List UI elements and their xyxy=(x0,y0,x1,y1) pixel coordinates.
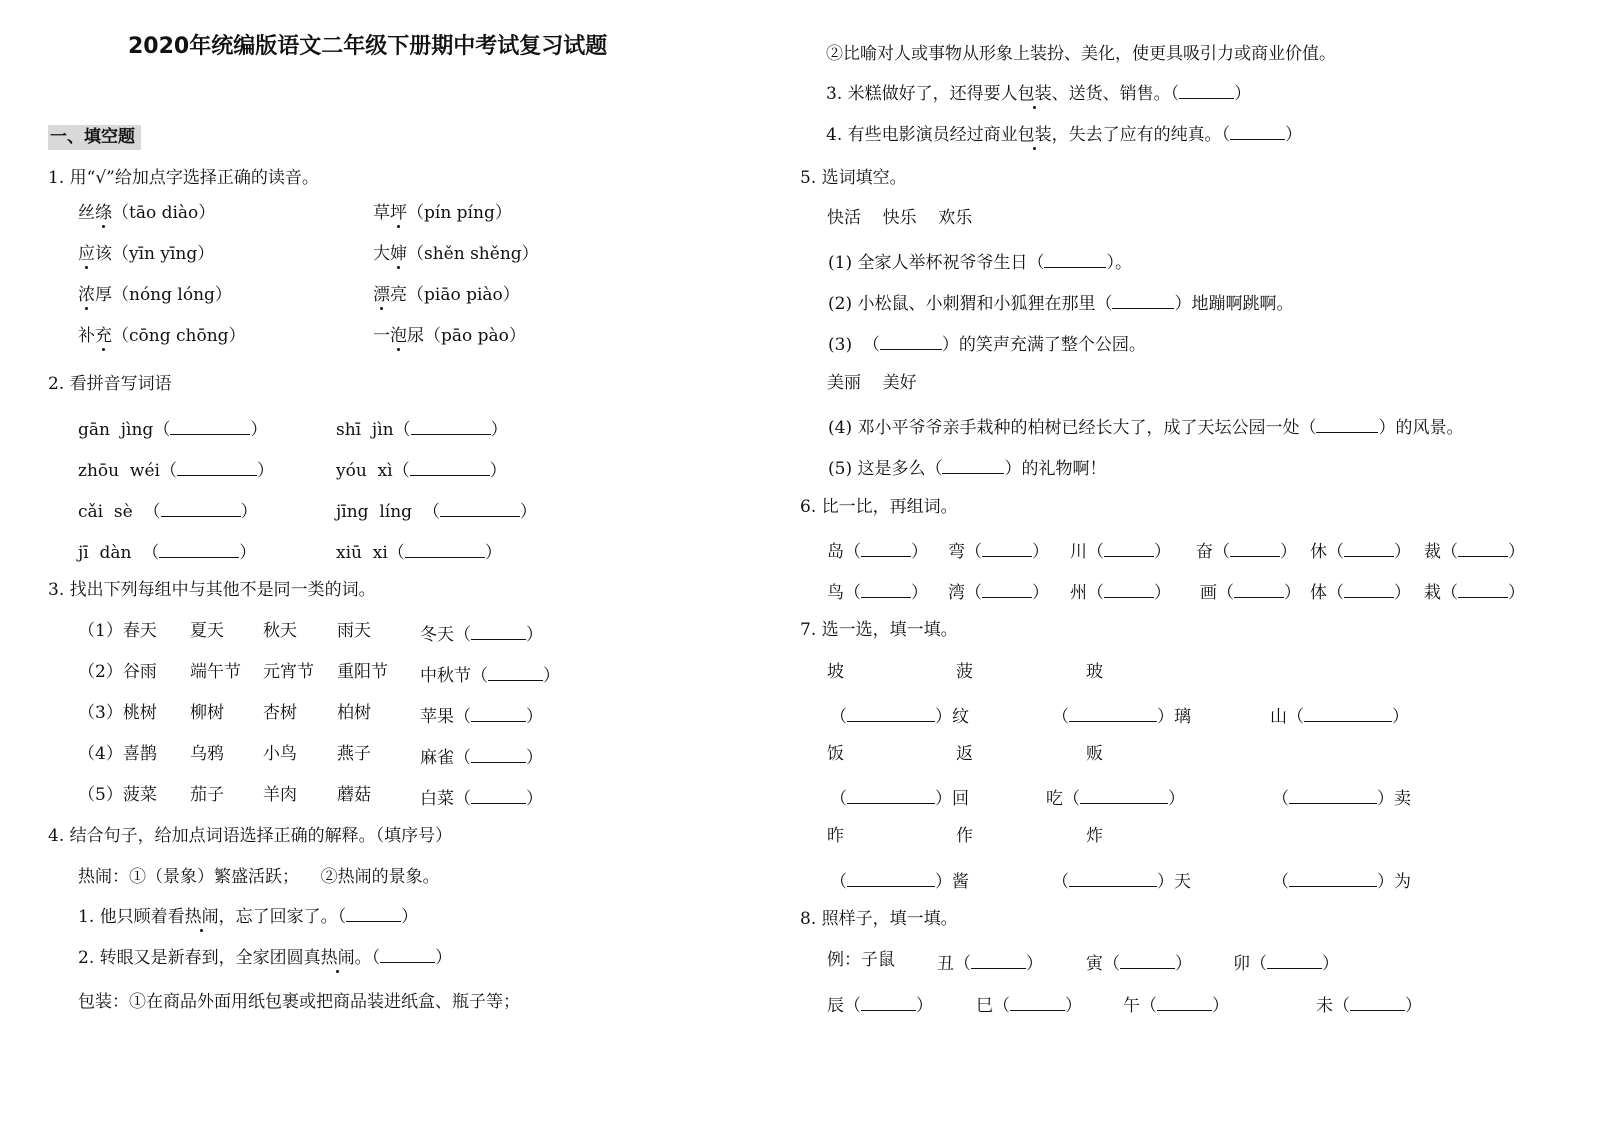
q1-item-5: 浓厚（nóng lóng） xyxy=(78,285,232,305)
q3-word: （1）春天 xyxy=(78,621,157,641)
answer-blank[interactable] xyxy=(1234,581,1284,598)
q3-word: 夏天 xyxy=(190,621,224,641)
q3-word: 乌鸦 xyxy=(190,744,224,764)
q3-word: （2）谷雨 xyxy=(78,662,157,682)
q6-item: 湾（ ） xyxy=(948,581,1049,602)
answer-blank[interactable] xyxy=(1458,581,1508,598)
q1-item-3: 应该（yīn yīng） xyxy=(78,244,215,264)
answer-blank[interactable] xyxy=(471,746,526,763)
q3-word: 雨天 xyxy=(337,621,371,641)
q6-item: 鸟（ ） xyxy=(827,581,928,602)
q6-item: 休（ ） xyxy=(1310,540,1411,561)
q5-sentence-1: (1) 全家人举杯祝爷爷生日（ ）。 xyxy=(828,251,1132,272)
q6-item: 裁（ ） xyxy=(1424,540,1525,561)
answer-blank[interactable] xyxy=(847,870,935,887)
answer-blank[interactable] xyxy=(177,459,257,476)
answer-blank[interactable] xyxy=(1304,705,1392,722)
answer-blank[interactable] xyxy=(1230,540,1280,557)
q7-heading: 7. 选一选，填一填。 xyxy=(800,620,958,640)
q7-char: 贩 xyxy=(1086,744,1103,764)
q7-char: 炸 xyxy=(1086,826,1103,846)
answer-blank[interactable] xyxy=(1080,787,1168,804)
q6-heading: 6. 比一比，再组词。 xyxy=(800,497,958,517)
q4-heading: 4. 结合句子，给加点词语选择正确的解释。（填序号） xyxy=(48,826,453,846)
answer-blank[interactable] xyxy=(159,541,239,558)
answer-blank[interactable] xyxy=(440,500,520,517)
answer-blank[interactable] xyxy=(1344,581,1394,598)
q6-item: 体（ ） xyxy=(1310,581,1411,602)
q7-char: 饭 xyxy=(827,744,844,764)
q5-sentence-3: (3) （ ）的笑声充满了整个公园。 xyxy=(828,333,1146,354)
answer-blank[interactable] xyxy=(847,787,935,804)
q8-item: 辰（ ） xyxy=(827,994,933,1015)
answer-blank[interactable] xyxy=(861,994,916,1011)
answer-blank[interactable] xyxy=(346,905,401,922)
q8-item: 午（ ） xyxy=(1123,994,1229,1015)
answer-blank[interactable] xyxy=(1044,251,1106,268)
answer-blank[interactable] xyxy=(942,457,1004,474)
q3-heading: 3. 找出下列每组中与其他不是同一类的词。 xyxy=(48,580,376,600)
q1-heading: 1. 用“√”给加点字选择正确的读音。 xyxy=(48,168,319,188)
answer-blank[interactable] xyxy=(1010,994,1065,1011)
q3-answer: 冬天（ ） xyxy=(420,623,543,644)
q3-word: 柏树 xyxy=(337,703,371,723)
q2-item-3: zhōu wéi（ ） xyxy=(78,459,274,480)
q6-item: 画（ ） xyxy=(1200,581,1301,602)
q7-char: 昨 xyxy=(827,826,844,846)
q6-item: 栽（ ） xyxy=(1424,581,1525,602)
answer-blank[interactable] xyxy=(1112,292,1174,309)
q7-char: 返 xyxy=(956,744,973,764)
q3-word: 羊肉 xyxy=(263,785,297,805)
answer-blank[interactable] xyxy=(410,459,490,476)
q2-item-5: cǎi sè （ ） xyxy=(78,500,258,521)
q3-word: 茄子 xyxy=(190,785,224,805)
q2-item-2: shī jìn（ ） xyxy=(336,418,508,439)
answer-blank[interactable] xyxy=(861,540,911,557)
q4-definition-2-cont: ②比喻对人或事物从形象上装扮、美化，使更具吸引力或商业价值。 xyxy=(826,44,1336,64)
q6-item: 川（ ） xyxy=(1070,540,1171,561)
q3-word: 蘑菇 xyxy=(337,785,371,805)
q3-word: 秋天 xyxy=(263,621,297,641)
q5-heading: 5. 选词填空。 xyxy=(800,168,907,188)
q3-word: （5）菠菜 xyxy=(78,785,157,805)
answer-blank[interactable] xyxy=(971,952,1026,969)
q2-heading: 2. 看拼音写词语 xyxy=(48,374,172,394)
q7-item: （ ）酱 xyxy=(830,870,969,891)
q4-definition-2: 包装：①在商品外面用纸包裹或把商品装进纸盒、瓶子等； xyxy=(78,992,520,1012)
q7-item: （ ）为 xyxy=(1272,870,1411,891)
answer-blank[interactable] xyxy=(1350,994,1405,1011)
answer-blank[interactable] xyxy=(1344,540,1394,557)
q7-char: 菠 xyxy=(956,662,973,682)
q5-sentence-2: (2) 小松鼠、小刺猬和小狐狸在那里（ ）地蹦啊跳啊。 xyxy=(828,292,1293,313)
q3-word: 燕子 xyxy=(337,744,371,764)
answer-blank[interactable] xyxy=(471,787,526,804)
answer-blank[interactable] xyxy=(1179,82,1234,99)
q4-sentence-3: 3. 米糕做好了，还得要人包装、送货、销售。（ ） xyxy=(826,82,1251,103)
answer-blank[interactable] xyxy=(1458,540,1508,557)
q7-item: （ ）卖 xyxy=(1272,787,1411,808)
q4-definition-1: 热闹：①（景象）繁盛活跃； ②热闹的景象。 xyxy=(78,867,440,887)
answer-blank[interactable] xyxy=(1267,952,1322,969)
q3-answer: 麻雀（ ） xyxy=(420,746,543,767)
q3-word: 端午节 xyxy=(190,662,241,682)
q3-word: 柳树 xyxy=(190,703,224,723)
q4-sentence-2: 2. 转眼又是新春到，全家团圆真热闹。（ ） xyxy=(78,946,452,967)
q7-item: 吃（ ） xyxy=(1046,787,1185,808)
q2-item-7: jī dàn （ ） xyxy=(78,541,256,562)
answer-blank[interactable] xyxy=(471,623,526,640)
q7-item: （ ）璃 xyxy=(1052,705,1191,726)
q6-item: 弯（ ） xyxy=(948,540,1049,561)
answer-blank[interactable] xyxy=(1120,952,1175,969)
q2-item-6: jīng líng （ ） xyxy=(336,500,537,521)
answer-blank[interactable] xyxy=(1316,416,1378,433)
q2-item-8: xiū xi（ ） xyxy=(336,541,502,562)
q7-item: （ ）天 xyxy=(1052,870,1191,891)
section-heading: 一、填空题 xyxy=(48,125,141,150)
answer-blank[interactable] xyxy=(1069,870,1157,887)
q3-word: 重阳节 xyxy=(337,662,388,682)
q4-sentence-1: 1. 他只顾着看热闹，忘了回家了。（ ） xyxy=(78,905,418,926)
answer-blank[interactable] xyxy=(861,581,911,598)
answer-blank[interactable] xyxy=(405,541,485,558)
page-title: 2020年统编版语文二年级下册期中考试复习试题 xyxy=(128,34,608,59)
answer-blank[interactable] xyxy=(1104,581,1154,598)
answer-blank[interactable] xyxy=(880,333,942,350)
q7-char: 玻 xyxy=(1086,662,1103,682)
q8-example: 例：子鼠 xyxy=(827,950,895,970)
answer-blank[interactable] xyxy=(380,946,435,963)
q7-item: （ ）纹 xyxy=(830,705,969,726)
q7-item: （ ）回 xyxy=(830,787,969,808)
q5-word-choices-1: 快活 快乐 欢乐 xyxy=(827,208,973,228)
q8-item: 丑（ ） xyxy=(937,952,1043,973)
q5-sentence-5: (5) 这是多么（ ）的礼物啊！ xyxy=(828,457,1106,478)
q2-item-4: yóu xì（ ） xyxy=(336,459,507,480)
answer-blank[interactable] xyxy=(1069,705,1157,722)
q1-item-8: 一泡尿（pāo pào） xyxy=(373,326,526,346)
q6-item: 州（ ） xyxy=(1070,581,1171,602)
q8-item: 巳（ ） xyxy=(976,994,1082,1015)
answer-blank[interactable] xyxy=(170,418,250,435)
q7-item: 山（ ） xyxy=(1270,705,1409,726)
q7-char: 作 xyxy=(956,826,973,846)
answer-blank[interactable] xyxy=(847,705,935,722)
q1-item-6: 漂亮（piāo piào） xyxy=(373,285,520,305)
q3-word: （4）喜鹊 xyxy=(78,744,157,764)
answer-blank[interactable] xyxy=(982,540,1032,557)
answer-blank[interactable] xyxy=(1289,787,1377,804)
q3-answer: 中秋节（ ） xyxy=(420,664,560,685)
q3-word: 元宵节 xyxy=(263,662,314,682)
answer-blank[interactable] xyxy=(1230,123,1285,140)
q8-heading: 8. 照样子，填一填。 xyxy=(800,909,958,929)
q4-sentence-4: 4. 有些电影演员经过商业包装，失去了应有的纯真。（ ） xyxy=(826,123,1302,144)
q6-item: 岛（ ） xyxy=(827,540,928,561)
q1-item-2: 草坪（pín píng） xyxy=(373,203,512,223)
q8-item: 卯（ ） xyxy=(1233,952,1339,973)
q3-word: 小鸟 xyxy=(263,744,297,764)
answer-blank[interactable] xyxy=(471,705,526,722)
q1-item-4: 大婶（shěn shěng） xyxy=(373,244,539,264)
q1-item-1: 丝绦（tāo diào） xyxy=(78,203,216,223)
q1-item-7: 补充（cōng chōng） xyxy=(78,326,246,346)
answer-blank[interactable] xyxy=(411,418,491,435)
q5-word-choices-2: 美丽 美好 xyxy=(827,373,917,393)
answer-blank[interactable] xyxy=(1157,994,1212,1011)
answer-blank[interactable] xyxy=(982,581,1032,598)
q5-sentence-4: (4) 邓小平爷爷亲手栽种的柏树已经长大了，成了天坛公园一处（ ）的风景。 xyxy=(828,416,1463,437)
q7-char: 坡 xyxy=(827,662,844,682)
answer-blank[interactable] xyxy=(488,664,543,681)
q3-word: （3）桃树 xyxy=(78,703,157,723)
q2-item-1: gān jìng（ ） xyxy=(78,418,267,439)
q3-word: 杏树 xyxy=(263,703,297,723)
q3-answer: 白菜（ ） xyxy=(420,787,543,808)
q8-item: 未（ ） xyxy=(1316,994,1422,1015)
q3-answer: 苹果（ ） xyxy=(420,705,543,726)
answer-blank[interactable] xyxy=(1104,540,1154,557)
answer-blank[interactable] xyxy=(161,500,241,517)
answer-blank[interactable] xyxy=(1289,870,1377,887)
q6-item: 奋（ ） xyxy=(1196,540,1297,561)
q8-item: 寅（ ） xyxy=(1086,952,1192,973)
